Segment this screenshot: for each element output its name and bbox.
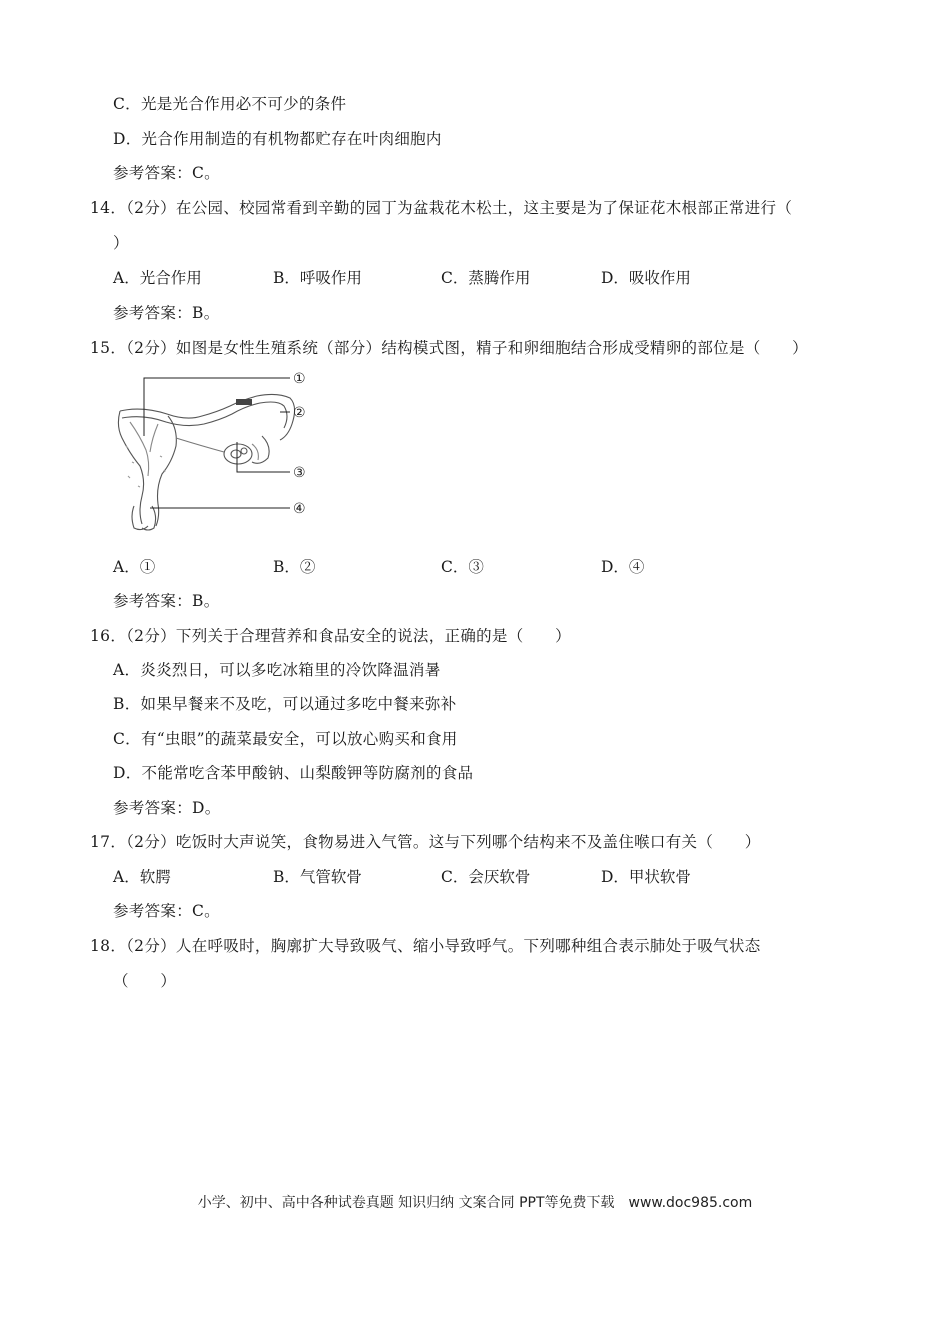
q13-option-c: C．光是光合作用必不可少的条件 xyxy=(113,95,347,113)
q16-option-c: C．有“虫眼”的蔬菜最安全，可以放心购买和食用 xyxy=(113,730,458,748)
q15-option-d: D．④ xyxy=(601,558,645,576)
q17-stem: 17．（2分）吃饭时大声说笑，食物易进入气管。这与下列哪个结构来不及盖住喉口有关（ ） xyxy=(90,833,761,851)
q17-option-c: C．会厌软骨 xyxy=(441,868,531,886)
page-footer: 小学、初中、高中各种试卷真题 知识归纳 文案合同 PPT等免费下载 www.doc985.com xyxy=(197,1195,753,1211)
q18-stem-cont: （ ） xyxy=(113,972,177,990)
q14-answer: 参考答案：B。 xyxy=(113,304,220,322)
q16-option-b: B．如果早餐来不及吃，可以通过多吃中餐来弥补 xyxy=(113,695,457,713)
q14-option-b: B．呼吸作用 xyxy=(273,269,362,287)
q15-answer: 参考答案：B。 xyxy=(113,592,220,610)
q17-option-d: D．甲状软骨 xyxy=(601,868,691,886)
q16-option-a: A．炎炎烈日，可以多吃冰箱里的冷饮降温消暑 xyxy=(113,661,441,679)
q14-stem: 14．（2分）在公园、校园常看到辛勤的园丁为盆栽花木松土，这主要是为了保证花木根部正常进行（ xyxy=(90,199,793,217)
q16-option-d: D．不能常吃含苯甲酸钠、山梨酸钾等防腐剂的食品 xyxy=(113,764,474,782)
figure-label-4: ④ xyxy=(293,501,306,517)
q14-option-d: D．吸收作用 xyxy=(601,269,691,287)
q15-option-a: A．① xyxy=(113,558,156,576)
q17-option-a: A．软腭 xyxy=(113,868,171,886)
figure-label-1: ① xyxy=(293,371,306,387)
q13-option-d: D．光合作用制造的有机物都贮存在叶肉细胞内 xyxy=(113,130,442,148)
q15-option-b: B．② xyxy=(273,558,316,576)
q17-option-b: B．气管软骨 xyxy=(273,868,362,886)
q17-answer: 参考答案：C。 xyxy=(113,902,220,920)
figure-label-3: ③ xyxy=(293,465,306,481)
q15-option-c: C．③ xyxy=(441,558,484,576)
q16-answer: 参考答案：D。 xyxy=(113,799,221,817)
q14-option-c: C．蒸腾作用 xyxy=(441,269,531,287)
reproductive-system-figure xyxy=(112,366,322,536)
q13-answer: 参考答案：C。 xyxy=(113,164,220,182)
q15-stem: 15．（2分）如图是女性生殖系统（部分）结构模式图，精子和卵细胞结合形成受精卵的部位是（ ） xyxy=(90,339,808,357)
figure-label-2: ② xyxy=(293,405,306,421)
q14-option-a: A．光合作用 xyxy=(113,269,202,287)
reproductive-system-diagram xyxy=(112,366,322,536)
q16-stem: 16．（2分）下列关于合理营养和食品安全的说法，正确的是（ ） xyxy=(90,627,571,645)
q14-stem-cont: ） xyxy=(113,234,129,252)
q18-stem: 18．（2分）人在呼吸时，胸廓扩大导致吸气、缩小导致呼气。下列哪种组合表示肺处于吸气状态 xyxy=(90,937,761,955)
